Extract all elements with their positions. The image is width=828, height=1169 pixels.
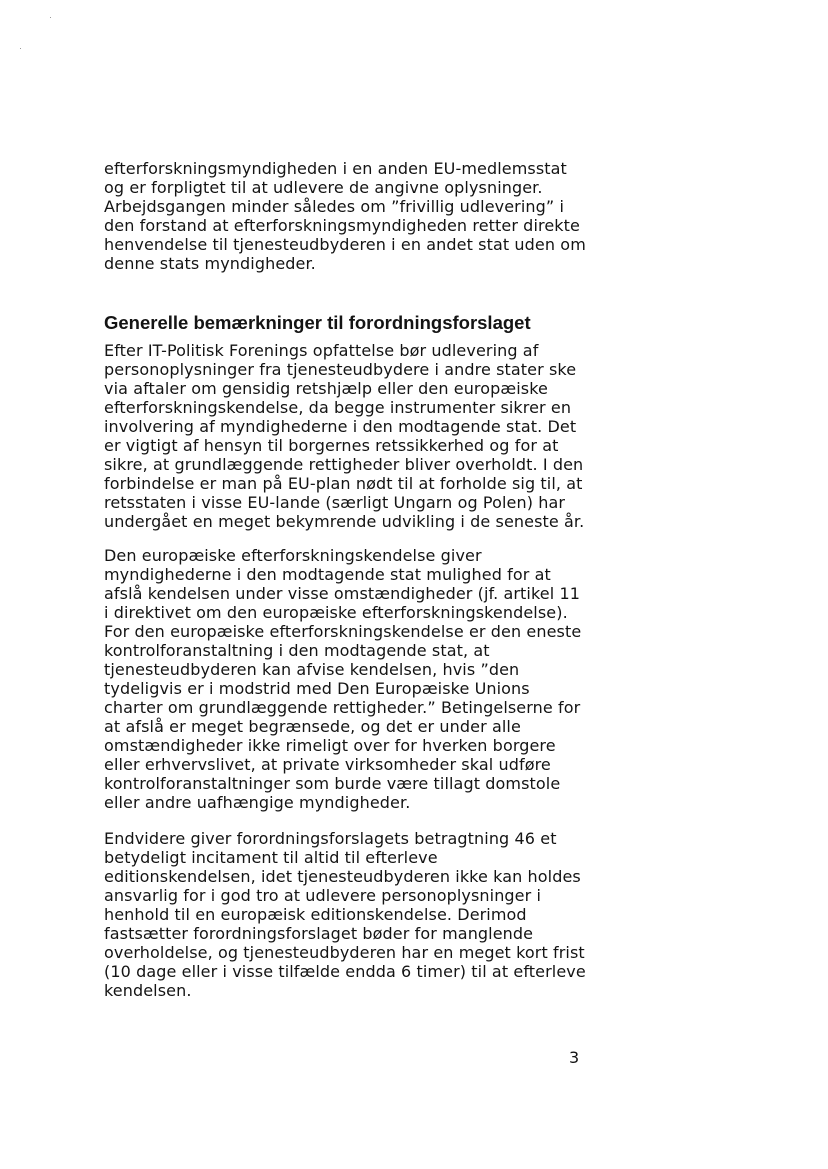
text-line: eller andre uafhængige myndigheder. — [104, 793, 411, 812]
text-line: myndighederne i den modtagende stat mulighed for at — [104, 565, 551, 584]
text-line: efterforskningsmyndigheden i en anden EU-medlemsstat — [104, 159, 567, 178]
section-heading: Generelle bemærkninger til forordningsforslaget — [104, 312, 531, 333]
text-line: overholdelse, og tjenesteudbyderen har en meget kort frist — [104, 943, 585, 962]
text-line: Endvidere giver forordningsforslagets betragtning 46 et — [104, 829, 557, 848]
text-line: sikre, at grundlæggende rettigheder bliver overholdt. I den — [104, 455, 584, 474]
text-line: forbindelse er man på EU-plan nødt til at forholde sig til, at — [104, 474, 583, 493]
text-line: tydeligvis er i modstrid med Den Europæiske Unions — [104, 679, 530, 698]
text-line: fastsætter forordningsforslaget bøder for manglende — [104, 924, 534, 943]
text-line: den forstand at efterforskningsmyndigheden retter direkte — [104, 216, 580, 235]
text-line: (10 dage eller i visse tilfælde endda 6 timer) til at efterleve — [104, 962, 586, 981]
text-line: editionskendelsen, idet tjenesteudbyderen ikke kan holdes — [104, 867, 581, 886]
text-line: For den europæiske efterforskningskendelse er den eneste — [104, 622, 582, 641]
text-line: kendelsen. — [104, 981, 192, 1000]
scan-speck — [20, 48, 21, 49]
text-line: undergået en meget bekymrende udvikling i de seneste år. — [104, 512, 585, 531]
text-line: og er forpligtet til at udlevere de angivne oplysninger. — [104, 178, 543, 197]
text-line: at afslå er meget begrænsede, og det er under alle — [104, 717, 521, 736]
scan-speck — [50, 17, 51, 18]
text-line: via aftaler om gensidig retshjælp eller den europæiske — [104, 379, 548, 398]
page-number: 3 — [569, 1048, 580, 1067]
text-line: efterforskningskendelse, da begge instrumenter sikrer en — [104, 398, 572, 417]
text-line: henvendelse til tjenesteudbyderen i en andet stat uden om — [104, 235, 586, 254]
text-line: denne stats myndigheder. — [104, 254, 316, 273]
text-line: afslå kendelsen under visse omstændigheder (jf. artikel 11 — [104, 584, 581, 603]
text-line: er vigtigt af hensyn til borgernes retssikkerhed og for at — [104, 436, 559, 455]
text-line: retsstaten i visse EU-lande (særligt Ungarn og Polen) har — [104, 493, 566, 512]
text-line: charter om grundlæggende rettigheder.” Betingelserne for — [104, 698, 581, 717]
text-line: personoplysninger fra tjenesteudbydere i andre stater ske — [104, 360, 577, 379]
text-line: tjenesteudbyderen kan afvise kendelsen, hvis ”den — [104, 660, 520, 679]
text-line: eller erhvervslivet, at private virksomheder skal udføre — [104, 755, 551, 774]
text-line: involvering af myndighederne i den modtagende stat. Det — [104, 417, 577, 436]
text-line: i direktivet om den europæiske efterforskningskendelse). — [104, 603, 568, 622]
text-line: omstændigheder ikke rimeligt over for hverken borgere — [104, 736, 556, 755]
text-line: Arbejdsgangen minder således om ”frivillig udlevering” i — [104, 197, 565, 216]
text-line: henhold til en europæisk editionskendelse. Derimod — [104, 905, 527, 924]
text-line: kontrolforanstaltning i den modtagende stat, at — [104, 641, 490, 660]
text-line: betydeligt incitament til altid til efterleve — [104, 848, 438, 867]
text-line: ansvarlig for i god tro at udlevere personoplysninger i — [104, 886, 542, 905]
text-line: Den europæiske efterforskningskendelse giver — [104, 546, 482, 565]
text-line: kontrolforanstaltninger som burde være tillagt domstole — [104, 774, 561, 793]
text-line: Efter IT-Politisk Forenings opfattelse bør udlevering af — [104, 341, 539, 360]
